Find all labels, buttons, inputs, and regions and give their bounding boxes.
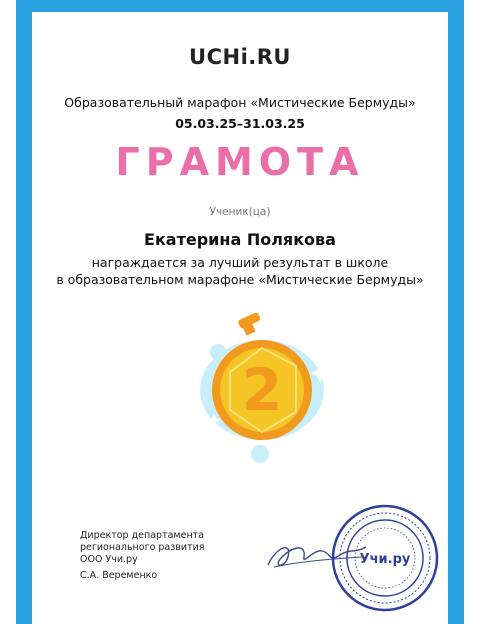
stopwatch-medal-icon — [180, 302, 340, 472]
signer-line-1: Директор департамента — [80, 530, 205, 541]
certificate-title: ГРАМОТА — [115, 140, 365, 184]
official-stamp — [329, 502, 441, 614]
bubble-decoration — [210, 344, 226, 360]
signer-name: С.А. Веременко — [80, 570, 158, 581]
student-name: Екатерина Полякова — [144, 230, 336, 249]
stamp-text: Учи.ру — [359, 552, 411, 567]
award-reason — [32, 254, 448, 288]
award-reason-line-2: в образовательном марафоне «Мистические Бермуды» — [56, 272, 424, 287]
uchi-logo: UCHi.RU — [189, 45, 291, 69]
signer-line-2: регионального развития — [80, 542, 205, 553]
bubble-decoration — [251, 445, 269, 463]
marathon-subtitle: Образовательный марафон «Мистические Бермуды» — [64, 95, 416, 110]
signer-line-3: ООО Учи.ру — [80, 554, 138, 565]
certificate-sheet — [32, 12, 448, 624]
sparkle-icon — [324, 402, 336, 414]
medal-number: 2 — [241, 356, 283, 424]
student-label: Ученик(ца) — [209, 206, 271, 218]
signer-title — [80, 530, 205, 566]
award-reason-line-1: награждается за лучший результат в школе — [91, 255, 389, 270]
marathon-dates: 05.03.25–31.03.25 — [175, 116, 305, 131]
